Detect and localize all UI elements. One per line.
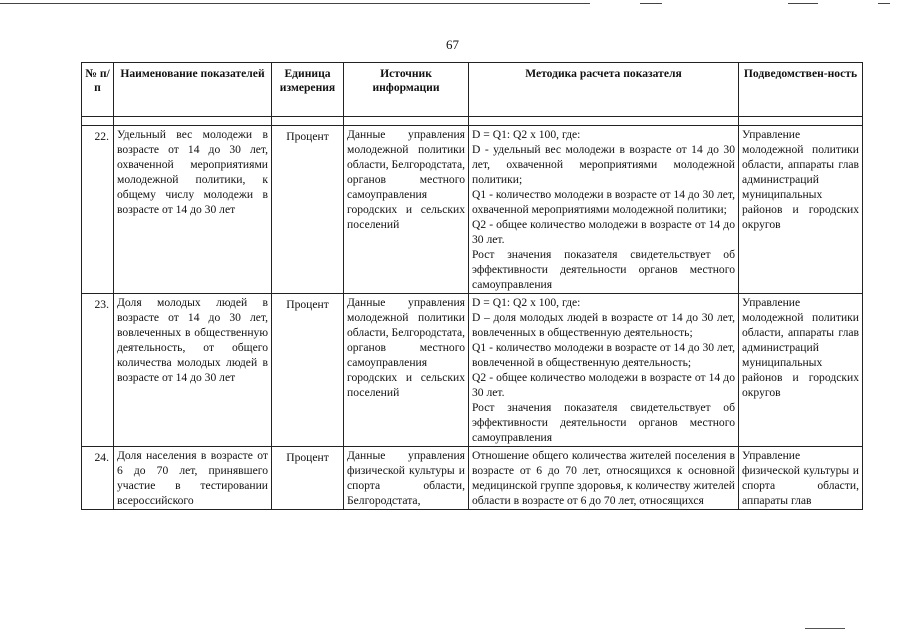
header-name: Наименование показателей <box>114 63 272 117</box>
row-source: Данные управления молодежной политики области, Белгородстата, органов местного самоуправления городских и сельских поселений <box>344 294 469 447</box>
table-header-row <box>82 63 863 117</box>
method-line: Q2 - общее количество молодежи в возрасте от 14 до 30 лет. <box>472 218 735 246</box>
table-row <box>82 126 863 294</box>
indicator-table <box>81 62 863 510</box>
row-unit: Процент <box>272 447 344 510</box>
header-unit: Единица измерения <box>272 63 344 117</box>
top-rule-left <box>0 3 590 4</box>
method-line: Рост значения показателя свидетельствует об эффективности деятельности органов местного самоуправления <box>472 401 735 444</box>
row-source: Данные управления молодежной политики области, Белгородстата, органов местного самоуправления городских и сельских поселений <box>344 126 469 294</box>
method-line: Q1 - количество молодежи в возрасте от 14 до 30 лет, вовлеченной в общественную деятельность; <box>472 341 736 369</box>
page-number: 67 <box>446 37 459 52</box>
row-num: 23. <box>82 294 114 447</box>
method-line: D – доля молодых людей в возрасте от 14 до 30 лет, вовлеченных в общественную деятельность; <box>472 311 735 339</box>
row-method <box>469 447 739 510</box>
row-method <box>469 126 739 294</box>
method-line: Отношение общего количества жителей поселения в возрасте от 6 до 70 лет, относящихся к основной медицинской группе здоровья, к количеству жителей области в возрасте от 6 до 70 лет, относящихся <box>472 449 735 507</box>
row-num: 22. <box>82 126 114 294</box>
method-line: Рост значения показателя свидетельствует об эффективности деятельности органов местного самоуправления <box>472 248 735 291</box>
row-unit: Процент <box>272 126 344 294</box>
row-name: Доля населения в возрасте от 6 до 70 лет, принявшего участие в тестировании всероссийского <box>114 447 272 510</box>
method-line: D = Q1: Q2 x 100, где: <box>472 296 581 309</box>
bottom-rule <box>805 628 845 629</box>
row-subordinate: Управление молодежной политики области, аппараты глав администраций муниципальных районов и городских округов <box>739 126 863 294</box>
row-num: 24. <box>82 447 114 510</box>
method-line: Q2 - общее количество молодежи в возрасте от 14 до 30 лет. <box>472 371 735 399</box>
table-row <box>82 294 863 447</box>
header-num: № п/п <box>82 63 114 117</box>
row-subordinate: Управление физической культуры и спорта области, аппараты глав <box>739 447 863 510</box>
top-rule-right <box>788 3 818 4</box>
row-name: Удельный вес молодежи в возрасте от 14 до 30 лет, охваченной мероприятиями молодежной политики, к общему числу молодежи в возрасте от 14 до 30 лет <box>114 126 272 294</box>
method-line: Q1 - количество молодежи в возрасте от 14 до 30 лет, охваченной мероприятиями молодежной политики; <box>472 188 736 216</box>
header-source: Источник информации <box>344 63 469 117</box>
row-method <box>469 294 739 447</box>
table-row <box>82 447 863 510</box>
row-name: Доля молодых людей в возрасте от 14 до 30 лет, вовлеченных в общественную деятельность, от общего количества молодых людей в возрасте от 14 до 30 лет <box>114 294 272 447</box>
method-line: D - удельный вес молодежи в возрасте от 14 до 30 лет, охваченной мероприятиями молодежной политики; <box>472 143 735 186</box>
method-line: D = Q1: Q2 x 100, где: <box>472 128 581 141</box>
row-subordinate: Управление молодежной политики области, аппараты глав администраций муниципальных районов и городских округов <box>739 294 863 447</box>
top-rule-far-right <box>878 3 890 4</box>
top-rule-mid <box>640 3 662 4</box>
row-source: Данные управления физической культуры и спорта области, Белгородстата, <box>344 447 469 510</box>
spacer-row <box>82 117 863 126</box>
header-method: Методика расчета показателя <box>469 63 739 117</box>
header-subordinate: Подведомствен-ность <box>739 63 863 117</box>
row-unit: Процент <box>272 294 344 447</box>
